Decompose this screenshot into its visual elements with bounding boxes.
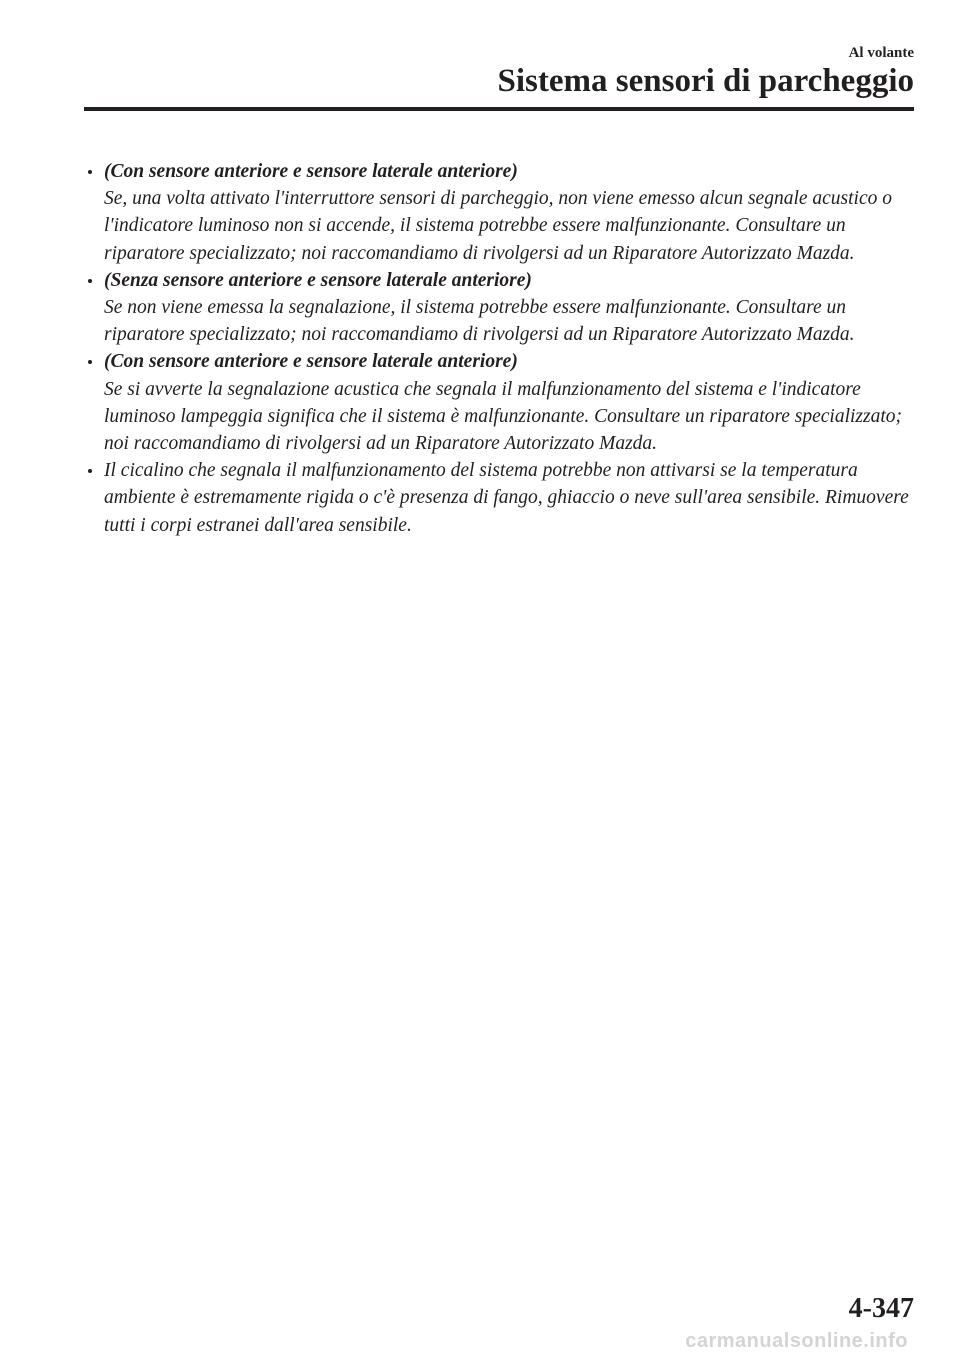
header-rule <box>84 107 914 111</box>
list-item <box>82 348 922 457</box>
list-item <box>82 457 922 539</box>
list-item <box>82 267 922 349</box>
bullet-heading: (Con sensore anteriore e sensore laterale anteriore) <box>104 161 518 182</box>
bullet-dot-icon <box>88 170 92 174</box>
bullet-text: Se non viene emessa la segnalazione, il sistema potrebbe essere malfunzionante. Consultare un riparatore specializzato; noi raccomandiamo di rivolgersi ad un Riparatore Autorizzato Mazda. <box>104 297 855 346</box>
bullet-list <box>82 158 922 539</box>
bullet-text: Il cicalino che segnala il malfunzionamento del sistema potrebbe non attivarsi se la temperatura ambiente è estremamente rigida o c'è presenza di fango, ghiaccio o neve sull'area sensibile. Rimuovere tutti i corpi estranei dall'area sensibile. <box>104 460 909 536</box>
bullet-heading: (Senza sensore anteriore e sensore laterale anteriore) <box>104 269 532 291</box>
bullet-dot-icon <box>88 469 92 473</box>
bullet-heading: (Con sensore anteriore e sensore laterale anteriore) <box>104 351 518 373</box>
section-label: Al volante <box>848 45 914 61</box>
page-number: 4-347 <box>848 1293 914 1324</box>
watermark: carmanualsonline.info <box>685 1330 908 1352</box>
list-item <box>82 158 922 267</box>
bullet-dot-icon <box>88 360 92 364</box>
page-header <box>0 0 960 120</box>
bullet-text: Se, una volta attivato l'interruttore sensori di parcheggio, non viene emesso alcun segnale acustico o l'indicatore luminoso non si accende, il sistema potrebbe essere malfunzionante. Consultare un riparatore specializzato; noi raccomandiamo di rivolgersi ad un Riparatore Autorizzato Mazda. <box>104 188 893 264</box>
bullet-text: Se si avverte la segnalazione acustica che segnala il malfunzionamento del sistema e l'indicatore luminoso lampeggia significa che il sistema è malfunzionante. Consultare un riparatore specializzato; noi raccomandiamo di rivolgersi ad un Riparatore Autorizzato Mazda. <box>104 378 903 455</box>
bullet-dot-icon <box>88 279 92 283</box>
page-title: Sistema sensori di parcheggio <box>497 63 914 99</box>
